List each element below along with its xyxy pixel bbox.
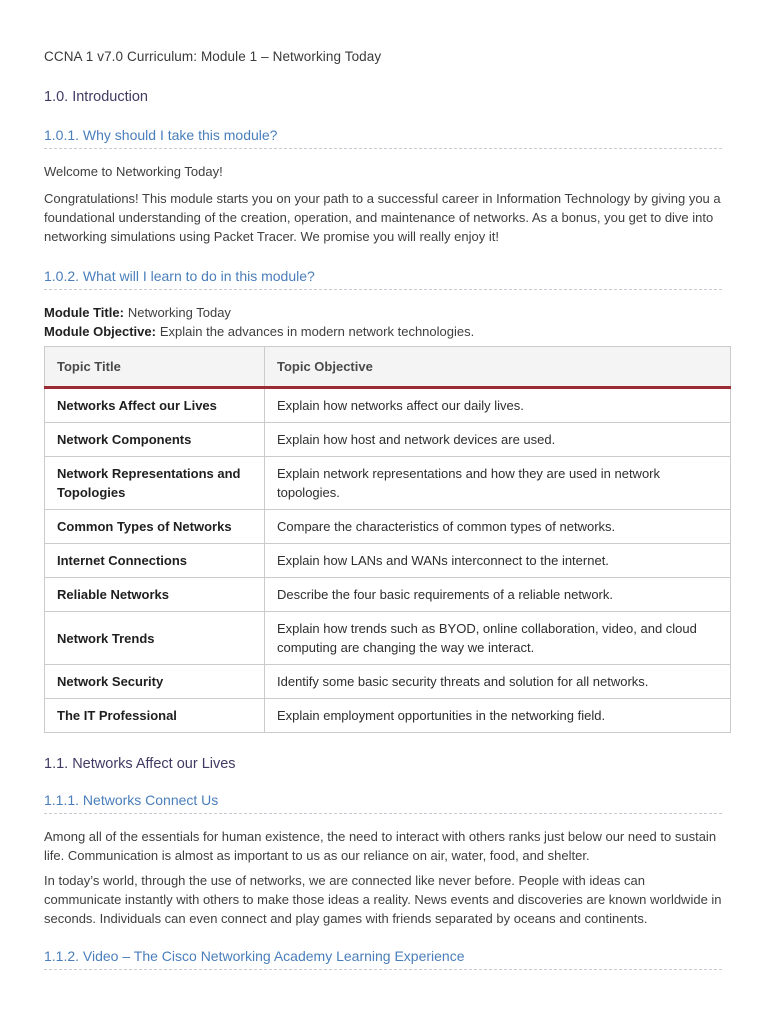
topic-title-cell: Network Components — [45, 423, 265, 457]
topic-title-cell: Network Trends — [45, 612, 265, 665]
table-row — [45, 388, 731, 423]
table-row — [45, 510, 731, 544]
topic-title-cell: Network Representations and Topologies — [45, 457, 265, 510]
heading-what-will-i-learn: 1.0.2. What will I learn to do in this module? — [44, 268, 722, 290]
heading-video-learning-experience: 1.1.2. Video – The Cisco Networking Academy Learning Experience — [44, 948, 722, 970]
table-row — [45, 612, 731, 665]
heading-introduction: 1.0. Introduction — [44, 89, 148, 105]
table-row — [45, 457, 731, 510]
module-meta — [44, 303, 722, 341]
topic-objective-cell: Explain how trends such as BYOD, online collaboration, video, and cloud computing are changing the way we interact. — [265, 612, 731, 665]
topic-objective-cell: Compare the characteristics of common types of networks. — [265, 510, 731, 544]
topic-title-cell: The IT Professional — [45, 699, 265, 733]
topic-objective-cell: Describe the four basic requirements of a reliable network. — [265, 578, 731, 612]
topic-objective-cell: Explain network representations and how they are used in network topologies. — [265, 457, 731, 510]
table-row — [45, 699, 731, 733]
topic-objective-cell: Identify some basic security threats and solution for all networks. — [265, 665, 731, 699]
paragraph-congratulations: Congratulations! This module starts you on your path to a successful career in Information Technology by giving you a foundational understanding of the creation, operation, and maintenance of networks. As a bonus, you get to dive into networking simulations using Packet Tracer. We promise you will really enjoy it! — [44, 191, 721, 244]
paragraph-connected: In today’s world, through the use of networks, we are connected like never before. People with ideas can communicate instantly with others to make those ideas a reality. News events and discoveries are known worldwide in seconds. Individuals can even connect and play games with friends separated by oceans and continents. — [44, 873, 722, 926]
module-title-line — [44, 303, 722, 322]
topic-title-cell: Common Types of Networks — [45, 510, 265, 544]
table-row — [45, 665, 731, 699]
table-header-row — [45, 347, 731, 388]
heading-networks-connect-us: 1.1.1. Networks Connect Us — [44, 792, 722, 814]
module-objective-value: Explain the advances in modern network technologies. — [159, 324, 475, 339]
column-header-topic-title: Topic Title — [45, 347, 265, 388]
table-row — [45, 578, 731, 612]
topic-objective-cell: Explain employment opportunities in the networking field. — [265, 699, 731, 733]
paragraph-essentials: Among all of the essentials for human existence, the need to interact with others ranks just below our need to sustain life. Communication is almost as important to us as our reliance on air, water, food, and shelter. — [44, 829, 717, 863]
module-title-label: Module Title: — [44, 305, 124, 320]
topic-title-cell: Internet Connections — [45, 544, 265, 578]
topic-title-cell: Networks Affect our Lives — [45, 388, 265, 423]
module-objective-label: Module Objective: — [44, 324, 156, 339]
table-row — [45, 544, 731, 578]
paragraph-welcome: Welcome to Networking Today! — [44, 164, 223, 179]
module-title-value: Networking Today — [127, 305, 231, 320]
table-row — [45, 423, 731, 457]
topic-title-cell: Network Security — [45, 665, 265, 699]
module-objective-line — [44, 322, 722, 341]
topic-objective-cell: Explain how LANs and WANs interconnect to the internet. — [265, 544, 731, 578]
heading-why-take-module: 1.0.1. Why should I take this module? — [44, 127, 722, 149]
topic-objective-cell: Explain how host and network devices are used. — [265, 423, 731, 457]
topic-objective-cell: Explain how networks affect our daily lives. — [265, 388, 731, 423]
topic-title-cell: Reliable Networks — [45, 578, 265, 612]
topics-table — [44, 346, 731, 733]
column-header-topic-objective: Topic Objective — [265, 347, 731, 388]
heading-networks-affect-our-lives: 1.1. Networks Affect our Lives — [44, 756, 236, 772]
document-title: CCNA 1 v7.0 Curriculum: Module 1 – Networking Today — [44, 49, 382, 64]
